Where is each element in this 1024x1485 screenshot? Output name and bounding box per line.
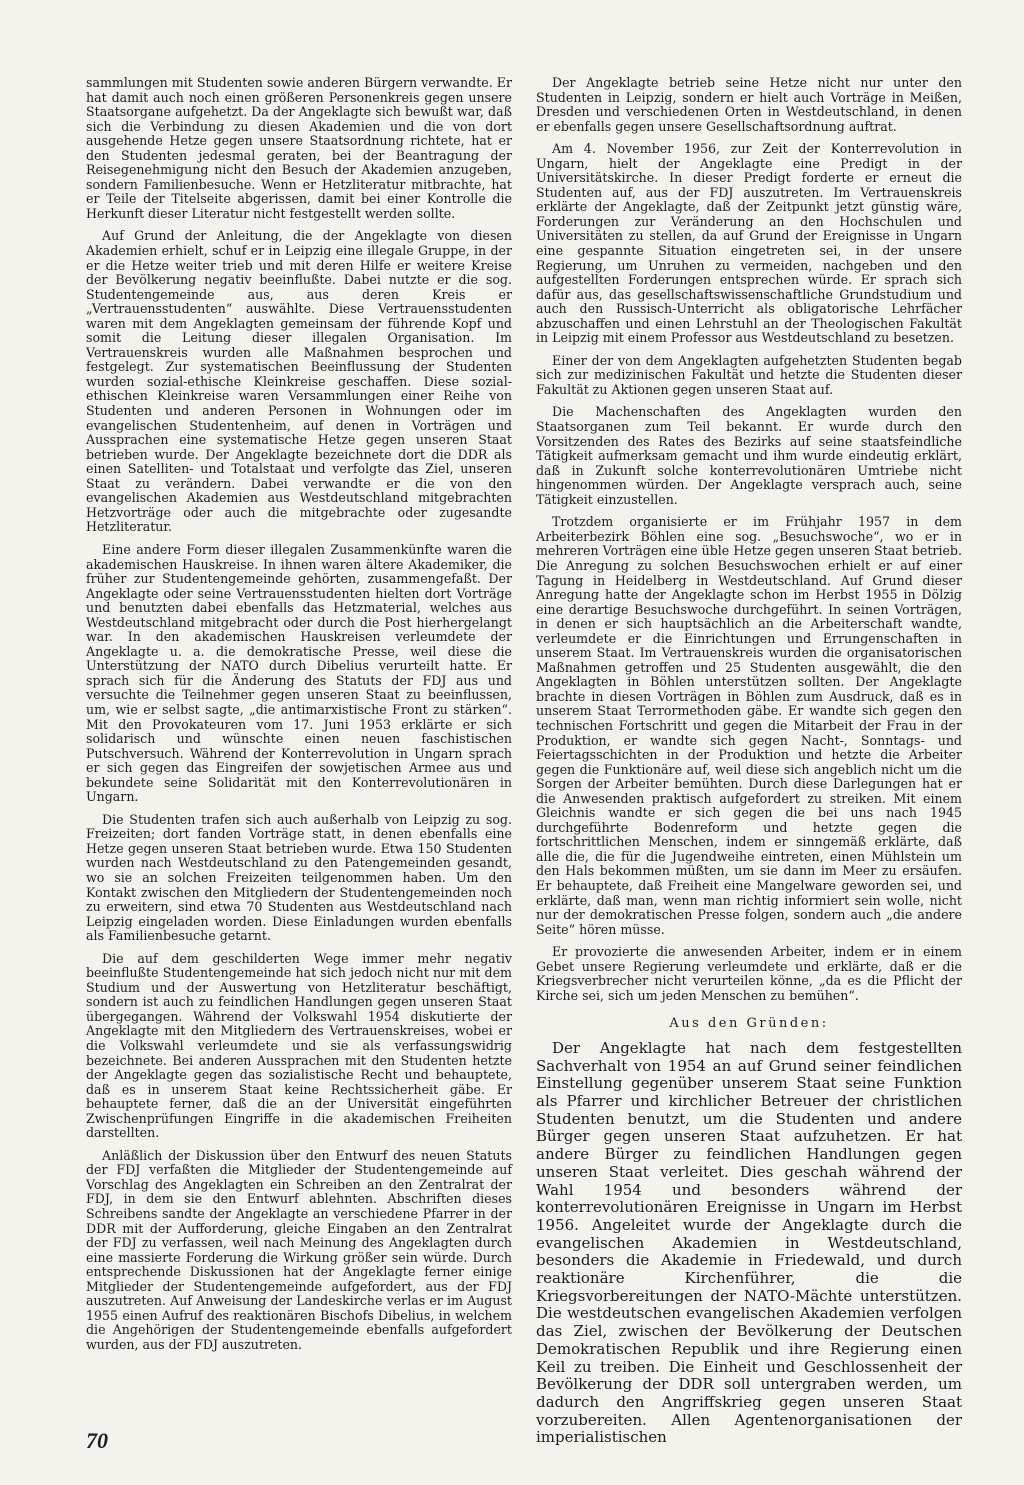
section-heading: Aus den Gründen:	[669, 1016, 829, 1032]
paragraph: Am 4. November 1956, zur Zeit der Konterrevolution in Ungarn, hielt der Angeklagte eine Predigt in der Universitätskirche. In dieser Predigt forderte er erneut die Studenten auf, aus der FDJ auszutreten. Im Vertrauenskreis erklärte der Angeklagte, daß der Zeitpunkt jetzt günstig wäre, Forderungen zur Veränderung an den Hochschulen und Universitäten zu stellen, da auf Grund der Ereignisse in Ungarn eine gespannte Situation eingetreten sei, in der unsere Regierung, um Unruhen zu vermeiden, nachgeben und den aufgestellten Forderungen entsprechen würde. Er sprach sich dafür aus, das gesellschaftswissenschaftliche Grundstudium und auch den Russisch-Unterricht als obligatorische Lehrfächer abzuschaffen und einen Lehrstuhl an der Theologischen Fakultät in Leipzig mit einem Professor aus Westdeutschland zu besetzen.	[536, 141, 962, 346]
reasons-paragraph: Der Angeklagte hat nach dem festgestellten Sachverhalt von 1954 an auf Grund seiner feindlichen Einstellung gegenüber unserem Staat seine Funktion als Pfarrer und kirchlicher Betreuer der christlichen Studenten benutzt, um die Studenten und andere Bürger gegen unseren Staat aufzuhetzen. Er hat andere Bürger zu feindlichen Handlungen gegen unseren Staat verleitet. Dies geschah während der Wahl 1954 und besonders während der konterrevolutionären Ereignisse in Ungarn im Herbst 1956. Angeleitet wurde der Angeklagte durch die evangelischen Akademien in Westdeutschland, besonders die Akademie in Friedewald, und durch reaktionäre Kirchenführer, die die Kriegsvorbereitungen der NATO-Mächte unterstützen. Die westdeutschen evangelischen Akademien verfolgen das Ziel, zwischen der Bevölkerung der Deutschen Demokratischen Republik und ihre Regierung einen Keil zu treiben. Die Einheit und Geschlossenheit der Bevölkerung der DDR soll untergraben werden, um dadurch den Angriffskrieg gegen unseren Staat vorzubereiten. Allen Agentenorganisationen der imperialistischen	[536, 1038, 962, 1447]
paragraph: Einer der von dem Angeklagten aufgehetzten Studenten begab sich zur medizinischen Fakultät und hetzte die Studenten dieser Fakultät zu Aktionen gegen unseren Staat auf.	[536, 352, 962, 397]
paragraph: Die Machenschaften des Angeklagten wurden den Staatsorganen zum Teil bekannt. Er wurde durch den Vorsitzenden des Rates des Bezirks auf seine staatsfeindliche Tätigkeit aufmerksam gemacht und ihm wurde eindeutig erklärt, daß in Zukunft solche konterrevolutionären Umtriebe nicht hingenommen würden. Der Angeklagte versprach auch, seine Tätigkeit einzustellen.	[536, 404, 962, 507]
paragraph: Trotzdem organisierte er im Frühjahr 1957 in dem Arbeiterbezirk Böhlen eine sog. „Besuchswoche“, wo er in mehreren Vorträgen eine üble Hetze gegen unseren Staat betrieb. Die Anregung zu solchen Besuchswochen erhielt er auf einer Tagung in Heidelberg in Westdeutschland. Auf Grund dieser Anregung hatte der Angeklagte schon im Herbst 1955 in Dölzig eine derartige Besuchswoche durchgeführt. In seinen Vorträgen, in denen er sich hauptsächlich an die Arbeiterschaft wandte, verleumdete er die Einrichtungen und Errungenschaften in unserem Staat. Im Vertrauenskreis wurden die organisatorischen Maßnahmen getroffen und 25 Studenten ausgewählt, die den Angeklagten in Böhlen unterstützen sollten. Der Angeklagte brachte in diesen Vorträgen in Böhlen zum Ausdruck, daß es in unserem Staat Terrormethoden gäbe. Er wandte sich gegen den technischen Fortschritt und gegen die Mitarbeit der Frau in der Produktion, er wandte sich gegen Nacht-, Sonntags- und Feiertagsschichten in der Produktion und hetzte die Arbeiter gegen die Funktionäre auf, weil diese sich angeblich nicht um die Sorgen der Arbeiter bemühten. Durch diese Darlegungen hat er die Anwesenden praktisch aufgefordert zu streiken. Mit einem Gleichnis wandte er sich gegen die bei uns nach 1945 durchgeführte Bodenreform und hetzte gegen die fortschrittlichen Menschen, indem er sinngemäß erklärte, daß alle die, die für die Jugendweihe eintreten, einen Mühlstein um den Hals bekommen müßten, um sie dann im Meer zu ersäufen. Er behauptete, daß Freiheit eine Mangelware geworden sei, und erklärte, daß man, wenn man richtig informiert sein wolle, nicht nur der demokratischen Presse folgen, sondern auch „die andere Seite“ hören müsse.	[536, 514, 962, 937]
paragraph: Auf Grund der Anleitung, die der Angeklagte von diesen Akademien erhielt, schuf er in Leipzig eine illegale Gruppe, in der er die Hetze weiter trieb und mit deren Hilfe er weitere Kreise der Bevölkerung negativ beeinflußte. Dabei nutzte er die sog. Studentengemeinde aus, aus deren Kreis er „Vertrauensstudenten“ auswählte. Diese Vertrauensstudenten waren mit dem Angeklagten gemeinsam der führende Kopf und somit die Leitung dieser illegalen Organisation. Im Vertrauenskreis wurden alle Maßnahmen besprochen und festgelegt. Zur systematischen Beeinflussung der Studenten wurden sozial-ethische Kleinkreise geschaffen. Diese sozial-ethischen Kleinkreise waren Versammlungen einer Reihe von Studenten und anderen Personen in Wohnungen oder im evangelischen Studentenheim, auf denen in Vorträgen und Aussprachen eine systematische Hetze gegen unseren Staat betrieben wurde. Der Angeklagte bezeichnete dort die DDR als einen Satelliten- und Totalstaat und verfolgte das Ziel, unseren Staat zu verändern. Dabei verwandte er die von den evangelischen Akademien aus Westdeutschland mitgebrachten Hetzvorträge oder auch die mitgebrachte oder zugesandte Hetzliteratur.	[86, 228, 512, 535]
right-column	[536, 76, 962, 1455]
left-column	[86, 76, 512, 1360]
paragraph: Die Studenten trafen sich auch außerhalb von Leipzig zu sog. Freizeiten; dort fanden Vorträge statt, in denen ebenfalls eine Hetze gegen unseren Staat betrieben wurde. Etwa 150 Studenten wurden nach Westdeutschland zu den Patengemeinden gesandt, wo sie an solchen Freizeiten teilgenommen haben. Um den Kontakt zwischen den Mitgliedern der Studentengemeinden noch zu erweitern, sind etwa 70 Studenten aus Westdeutschland nach Leipzig eingeladen worden. Diese Einladungen wurden ebenfalls als Familienbesuche getarnt.	[86, 811, 512, 944]
paragraph: Eine andere Form dieser illegalen Zusammenkünfte waren die akademischen Hauskreise. In ihnen waren ältere Akademiker, die früher zur Studentengemeinde gehörten, zusammengefaßt. Der Angeklagte oder seine Vertrauensstudenten hielten dort Vorträge und benutzten dabei ebenfalls das Hetzmaterial, welches aus Westdeutschland mitgebracht oder durch die Post hierhergelangt war. In den akademischen Hauskreisen verleumdete der Angeklagte u. a. die demokratische Presse, weil diese die Unterstützung der NATO durch Dibelius verurteilt hatte. Er sprach sich für die Änderung des Statuts der FDJ aus und versuchte die Teilnehmer gegen unseren Staat zu beeinflussen, um, wie er selbst sagte, „die antimarxistische Front zu stärken“. Mit den Provokateuren vom 17. Juni 1953 erklärte er sich solidarisch und wünschte einen neuen faschistischen Putschversuch. Während der Konterrevolution in Ungarn sprach er sich gegen das Eingreifen der sowjetischen Armee aus und bekundete seine Solidarität mit den Konterrevolutionären in Ungarn.	[86, 541, 512, 805]
paragraph: Er provozierte die anwesenden Arbeiter, indem er in einem Gebet unsere Regierung verleumdete und erklärte, daß er die Kriegsverbrecher nicht verurteilen könne, „da es die Pflicht der Kirche sei, sich um jeden Menschen zu bemühen“.	[536, 944, 962, 1003]
paragraph: Der Angeklagte betrieb seine Hetze nicht nur unter den Studenten in Leipzig, sondern er hielt auch Vorträge in Meißen, Dresden und verschiedenen Orten in Westdeutschland, in denen er ebenfalls gegen unsere Gesellschaftsordnung auftrat.	[536, 75, 962, 134]
paragraph: sammlungen mit Studenten sowie anderen Bürgern verwandte. Er hat damit auch noch einen größeren Personenkreis gegen unsere Staatsorgane aufgehetzt. Da der Angeklagte sich bewußt war, daß sich die Verbindung zu diesen Akademien und die von dort ausgehende Hetze gegen unsere Staatsordnung richtete, hat er den Studenten jedesmal geraten, bei der Beantragung der Reisegenehmigung nicht den Besuch der Akademien anzugeben, sondern Familienbesuche. Wenn er Hetzliteratur mitbrachte, hat er Teile der Titelseite abgerissen, damit bei einer Kontrolle die Herkunft dieser Literatur nicht festgestellt werden sollte.	[86, 75, 512, 221]
page-number: 70	[86, 1428, 108, 1453]
paragraph: Anläßlich der Diskussion über den Entwurf des neuen Statuts der FDJ verfaßten die Mitglieder der Studentengemeinde auf Vorschlag des Angeklagten ein Schreiben an den Zentralrat der FDJ, in dem sie den Entwurf ablehnten. Abschriften dieses Schreibens sandte der Angeklagte an verschiedene Pfarrer in der DDR mit der Aufforderung, gleiche Eingaben an den Zentralrat der FDJ zu verfassen, weil nach Meinung des Angeklagten durch eine massierte Forderung die Wirkung größer sein würde. Durch entsprechende Diskussionen hat der Angeklagte ferner einige Mitglieder der Studentengemeinde aufgefordert, aus der FDJ auszutreten. Auf Anweisung der Landeskirche verlas er im August 1955 einen Aufruf des reaktionären Bischofs Dibelius, in welchem die Angehörigen der Studentengemeinde ebenfalls aufgefordert wurden, aus der FDJ auszutreten.	[86, 1147, 512, 1352]
paragraph: Die auf dem geschilderten Wege immer mehr negativ beeinflußte Studentengemeinde hat sich jedoch nicht nur mit dem Studium und der Auswertung von Hetzliteratur beschäftigt, sondern ist auch zu feindlichen Handlungen gegen unseren Staat übergegangen. Während der Volkswahl 1954 diskutierte der Angeklagte mit den Mitgliedern des Vertrauenskreises, wobei er die Volkswahl verleumdete und sie als verfassungswidrig bezeichnete. Bei anderen Aussprachen mit den Studenten hetzte der Angeklagte gegen das sozialistische Recht und behauptete, daß es in unserem Staat keine Rechtssicherheit gäbe. Er behauptete ferner, daß die an der Universität eingeführten Zwischenprüfungen Eingriffe in die akademischen Freiheiten darstellten.	[86, 950, 512, 1141]
